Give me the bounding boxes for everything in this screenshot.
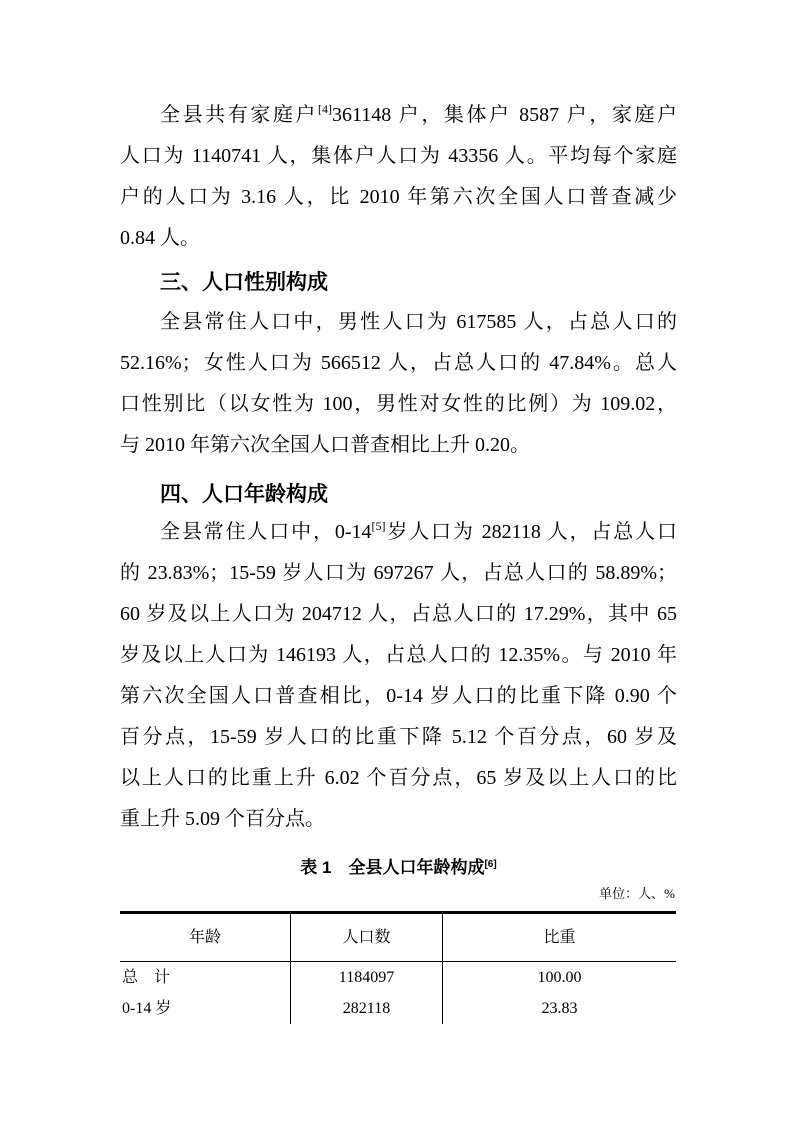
text-run: 岁人口为 282118 人，占总人口 (385, 521, 677, 543)
text-run: 361148 户，集体户 8587 户，家庭户 (331, 104, 678, 126)
text-line: 与 2010 年第六次全国人口普查相比上升 0.20。 (120, 434, 530, 456)
text-line: 重上升 5.09 个百分点。 (120, 808, 325, 830)
text-run: 全县共有家庭户 (160, 104, 318, 126)
table-title (120, 855, 677, 881)
text-line: 岁及以上人口为 146193 人，占总人口的 12.35%。与 2010 年 (120, 644, 677, 666)
text-line: 60 岁及以上人口为 204712 人，占总人口的 17.29%，其中 65 (120, 603, 677, 625)
table-header-row (120, 914, 676, 962)
footnote-ref-6: [6] (484, 859, 497, 870)
footnote-ref-5: [5] (371, 519, 386, 533)
text-line: 以上人口的比重上升 6.02 个百分点，65 岁及以上人口的比 (120, 767, 677, 789)
text-run: 全县常住人口中，0-14 (160, 521, 372, 543)
cell-age: 总 计 (122, 969, 171, 986)
text-line: 52.16%；女性人口为 566512 人，占总人口的 47.84%。总人 (120, 352, 677, 374)
col-header-age: 年龄 (188, 929, 221, 946)
text-line (120, 95, 677, 136)
text-line: 百分点，15-59 岁人口的比重下降 5.12 个百分点，60 岁及 (120, 726, 677, 748)
col-header-share: 比重 (442, 914, 676, 961)
text-line: 全县常住人口中，男性人口为 617585 人，占总人口的 (160, 311, 677, 333)
cell-share: 23.83 (442, 993, 676, 1024)
section-heading-age: 四、人口年龄构成 (160, 483, 328, 506)
text-line: 的 23.83%；15-59 岁人口为 697267 人，占总人口的 58.89%； (120, 562, 677, 584)
cell-population: 1184097 (290, 962, 442, 993)
text-line: 人口为 1140741 人，集体户人口为 43356 人。平均每个家庭 (120, 145, 677, 167)
cell-population: 282118 (290, 993, 442, 1024)
table-title-text: 表 1 全县人口年龄构成 (300, 858, 485, 877)
text-line (120, 512, 677, 553)
cell-share: 100.00 (442, 962, 676, 993)
age-structure-table (120, 911, 676, 1024)
paragraph-households (120, 95, 677, 259)
col-header-population: 人口数 (290, 914, 442, 961)
text-line: 0.84 人。 (120, 227, 200, 249)
table-unit-note: 单位：人、% (599, 886, 675, 901)
section-heading-gender: 三、人口性别构成 (160, 271, 328, 294)
text-line: 口性别比（以女性为 100，男性对女性的比例）为 109.02， (120, 393, 677, 415)
paragraph-gender (120, 302, 677, 466)
text-line: 第六次全国人口普查相比，0-14 岁人口的比重下降 0.90 个 (120, 685, 677, 707)
footnote-ref-4: [4] (317, 102, 332, 116)
cell-age: 0-14 岁 (122, 1000, 172, 1017)
text-line: 户的人口为 3.16 人，比 2010 年第六次全国人口普查减少 (120, 186, 677, 208)
table-row-total (120, 962, 676, 993)
paragraph-age (120, 512, 677, 840)
table-row-0-14 (120, 993, 676, 1024)
